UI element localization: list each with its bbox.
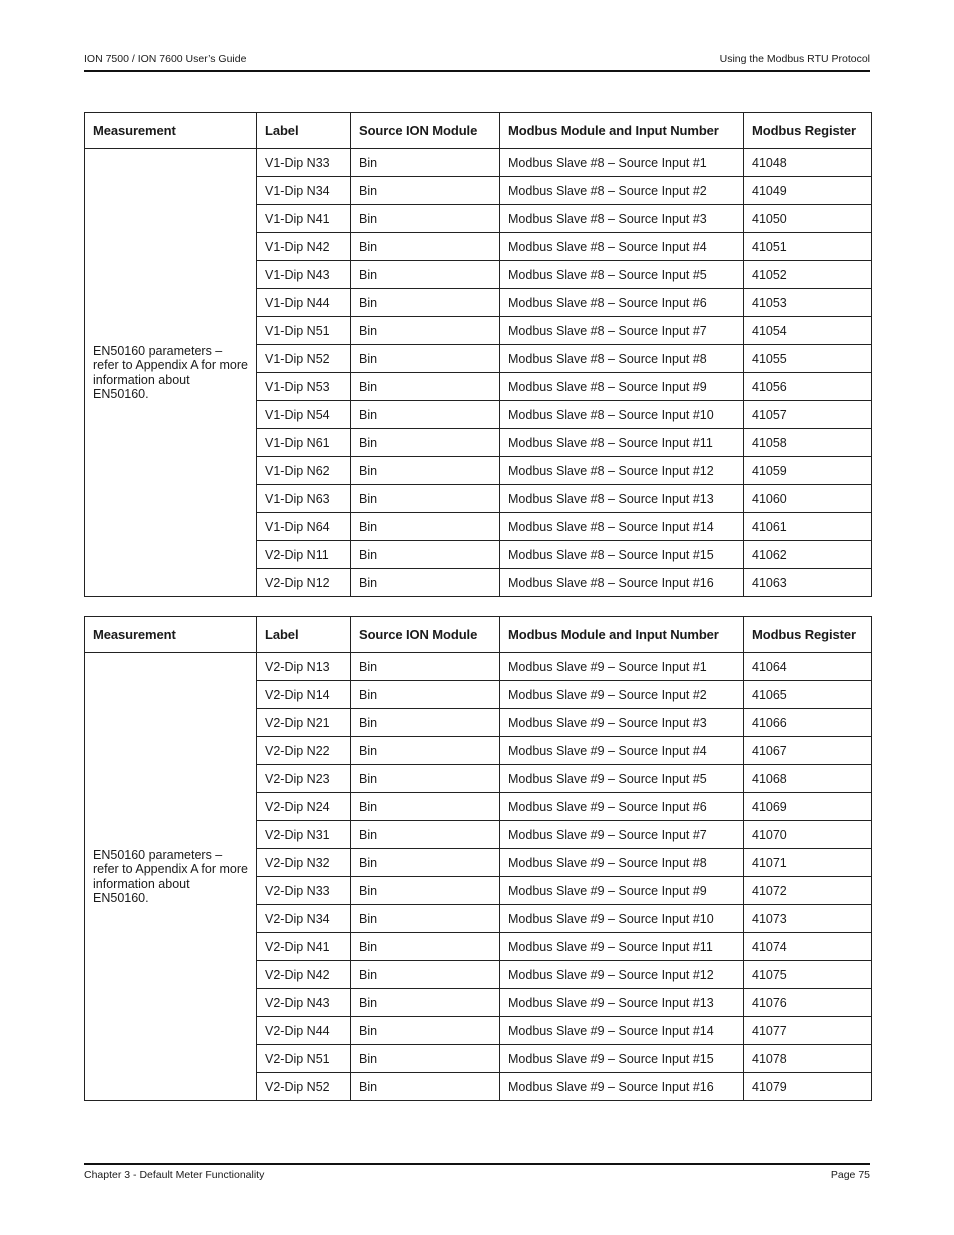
footer-page-number: Page 75 xyxy=(830,1169,870,1181)
register-cell: 41060 xyxy=(744,485,872,513)
register-cell: 41061 xyxy=(744,513,872,541)
source-module-cell: Bin xyxy=(351,177,500,205)
modbus-input-cell: Modbus Slave #8 – Source Input #12 xyxy=(500,457,744,485)
column-header-modbus-module-input: Modbus Module and Input Number xyxy=(500,617,744,653)
source-module-cell: Bin xyxy=(351,709,500,737)
label-cell: V2-Dip N34 xyxy=(257,905,351,933)
register-cell: 41055 xyxy=(744,345,872,373)
source-module-cell: Bin xyxy=(351,737,500,765)
source-module-cell: Bin xyxy=(351,1045,500,1073)
register-cell: 41069 xyxy=(744,793,872,821)
label-cell: V1-Dip N63 xyxy=(257,485,351,513)
label-cell: V1-Dip N61 xyxy=(257,429,351,457)
register-cell: 41076 xyxy=(744,989,872,1017)
modbus-input-cell: Modbus Slave #8 – Source Input #11 xyxy=(500,429,744,457)
modbus-input-cell: Modbus Slave #8 – Source Input #3 xyxy=(500,205,744,233)
modbus-input-cell: Modbus Slave #9 – Source Input #3 xyxy=(500,709,744,737)
register-cell: 41072 xyxy=(744,877,872,905)
register-cell: 41052 xyxy=(744,261,872,289)
source-module-cell: Bin xyxy=(351,569,500,597)
source-module-cell: Bin xyxy=(351,345,500,373)
label-cell: V1-Dip N54 xyxy=(257,401,351,429)
label-cell: V2-Dip N22 xyxy=(257,737,351,765)
source-module-cell: Bin xyxy=(351,373,500,401)
measurement-cell: EN50160 parameters – refer to Appendix A for more information about EN50160. xyxy=(85,149,257,597)
source-module-cell: Bin xyxy=(351,317,500,345)
source-module-cell: Bin xyxy=(351,261,500,289)
register-cell: 41048 xyxy=(744,149,872,177)
label-cell: V1-Dip N64 xyxy=(257,513,351,541)
column-header-source-ion-module: Source ION Module xyxy=(351,113,500,149)
modbus-input-cell: Modbus Slave #9 – Source Input #10 xyxy=(500,905,744,933)
source-module-cell: Bin xyxy=(351,289,500,317)
register-cell: 41050 xyxy=(744,205,872,233)
modbus-input-cell: Modbus Slave #9 – Source Input #14 xyxy=(500,1017,744,1045)
column-header-modbus-module-input: Modbus Module and Input Number xyxy=(500,113,744,149)
modbus-input-cell: Modbus Slave #9 – Source Input #8 xyxy=(500,849,744,877)
register-cell: 41074 xyxy=(744,933,872,961)
label-cell: V1-Dip N43 xyxy=(257,261,351,289)
source-module-cell: Bin xyxy=(351,821,500,849)
modbus-input-cell: Modbus Slave #8 – Source Input #13 xyxy=(500,485,744,513)
column-header-source-ion-module: Source ION Module xyxy=(351,617,500,653)
register-cell: 41065 xyxy=(744,681,872,709)
source-module-cell: Bin xyxy=(351,149,500,177)
modbus-input-cell: Modbus Slave #8 – Source Input #15 xyxy=(500,541,744,569)
register-cell: 41058 xyxy=(744,429,872,457)
source-module-cell: Bin xyxy=(351,513,500,541)
register-cell: 41051 xyxy=(744,233,872,261)
modbus-input-cell: Modbus Slave #9 – Source Input #11 xyxy=(500,933,744,961)
label-cell: V1-Dip N44 xyxy=(257,289,351,317)
source-module-cell: Bin xyxy=(351,401,500,429)
column-header-modbus-register: Modbus Register xyxy=(744,617,872,653)
source-module-cell: Bin xyxy=(351,765,500,793)
modbus-register-table-1 xyxy=(84,112,872,597)
modbus-input-cell: Modbus Slave #8 – Source Input #9 xyxy=(500,373,744,401)
modbus-input-cell: Modbus Slave #9 – Source Input #7 xyxy=(500,821,744,849)
modbus-register-table-2 xyxy=(84,616,872,1101)
modbus-input-cell: Modbus Slave #9 – Source Input #16 xyxy=(500,1073,744,1101)
modbus-input-cell: Modbus Slave #8 – Source Input #6 xyxy=(500,289,744,317)
label-cell: V1-Dip N41 xyxy=(257,205,351,233)
source-module-cell: Bin xyxy=(351,457,500,485)
source-module-cell: Bin xyxy=(351,681,500,709)
modbus-input-cell: Modbus Slave #8 – Source Input #8 xyxy=(500,345,744,373)
page-header xyxy=(84,52,870,72)
modbus-input-cell: Modbus Slave #9 – Source Input #13 xyxy=(500,989,744,1017)
header-section-title: Using the Modbus RTU Protocol xyxy=(719,53,870,65)
register-cell: 41067 xyxy=(744,737,872,765)
register-cell: 41077 xyxy=(744,1017,872,1045)
label-cell: V1-Dip N34 xyxy=(257,177,351,205)
table-row xyxy=(85,653,872,681)
modbus-input-cell: Modbus Slave #8 – Source Input #5 xyxy=(500,261,744,289)
register-cell: 41059 xyxy=(744,457,872,485)
register-cell: 41068 xyxy=(744,765,872,793)
source-module-cell: Bin xyxy=(351,1017,500,1045)
source-module-cell: Bin xyxy=(351,429,500,457)
label-cell: V2-Dip N13 xyxy=(257,653,351,681)
label-cell: V1-Dip N52 xyxy=(257,345,351,373)
label-cell: V2-Dip N44 xyxy=(257,1017,351,1045)
table-body xyxy=(85,653,872,1101)
modbus-input-cell: Modbus Slave #9 – Source Input #1 xyxy=(500,653,744,681)
source-module-cell: Bin xyxy=(351,233,500,261)
register-cell: 41070 xyxy=(744,821,872,849)
modbus-input-cell: Modbus Slave #8 – Source Input #7 xyxy=(500,317,744,345)
modbus-input-cell: Modbus Slave #9 – Source Input #6 xyxy=(500,793,744,821)
label-cell: V2-Dip N24 xyxy=(257,793,351,821)
register-cell: 41073 xyxy=(744,905,872,933)
source-module-cell: Bin xyxy=(351,205,500,233)
register-cell: 41053 xyxy=(744,289,872,317)
modbus-input-cell: Modbus Slave #9 – Source Input #5 xyxy=(500,765,744,793)
register-cell: 41079 xyxy=(744,1073,872,1101)
label-cell: V2-Dip N42 xyxy=(257,961,351,989)
source-module-cell: Bin xyxy=(351,877,500,905)
source-module-cell: Bin xyxy=(351,989,500,1017)
register-cell: 41071 xyxy=(744,849,872,877)
register-cell: 41062 xyxy=(744,541,872,569)
measurement-cell: EN50160 parameters – refer to Appendix A for more information about EN50160. xyxy=(85,653,257,1101)
source-module-cell: Bin xyxy=(351,1073,500,1101)
modbus-input-cell: Modbus Slave #8 – Source Input #2 xyxy=(500,177,744,205)
source-module-cell: Bin xyxy=(351,485,500,513)
label-cell: V1-Dip N62 xyxy=(257,457,351,485)
footer-chapter-title: Chapter 3 - Default Meter Functionality xyxy=(84,1169,265,1181)
label-cell: V2-Dip N21 xyxy=(257,709,351,737)
register-cell: 41066 xyxy=(744,709,872,737)
label-cell: V1-Dip N51 xyxy=(257,317,351,345)
register-cell: 41078 xyxy=(744,1045,872,1073)
register-cell: 41056 xyxy=(744,373,872,401)
modbus-input-cell: Modbus Slave #8 – Source Input #10 xyxy=(500,401,744,429)
label-cell: V2-Dip N31 xyxy=(257,821,351,849)
modbus-input-cell: Modbus Slave #9 – Source Input #2 xyxy=(500,681,744,709)
register-cell: 41064 xyxy=(744,653,872,681)
label-cell: V2-Dip N41 xyxy=(257,933,351,961)
source-module-cell: Bin xyxy=(351,905,500,933)
modbus-input-cell: Modbus Slave #9 – Source Input #4 xyxy=(500,737,744,765)
source-module-cell: Bin xyxy=(351,849,500,877)
label-cell: V1-Dip N53 xyxy=(257,373,351,401)
modbus-input-cell: Modbus Slave #9 – Source Input #9 xyxy=(500,877,744,905)
source-module-cell: Bin xyxy=(351,541,500,569)
table-body xyxy=(85,149,872,597)
label-cell: V1-Dip N33 xyxy=(257,149,351,177)
label-cell: V1-Dip N42 xyxy=(257,233,351,261)
label-cell: V2-Dip N11 xyxy=(257,541,351,569)
register-cell: 41049 xyxy=(744,177,872,205)
column-header-measurement: Measurement xyxy=(85,113,257,149)
column-header-label: Label xyxy=(257,113,351,149)
source-module-cell: Bin xyxy=(351,653,500,681)
modbus-input-cell: Modbus Slave #9 – Source Input #12 xyxy=(500,961,744,989)
modbus-input-cell: Modbus Slave #8 – Source Input #14 xyxy=(500,513,744,541)
label-cell: V2-Dip N43 xyxy=(257,989,351,1017)
header-doc-title: ION 7500 / ION 7600 User’s Guide xyxy=(84,53,247,65)
label-cell: V2-Dip N52 xyxy=(257,1073,351,1101)
source-module-cell: Bin xyxy=(351,961,500,989)
column-header-label: Label xyxy=(257,617,351,653)
register-cell: 41057 xyxy=(744,401,872,429)
label-cell: V2-Dip N23 xyxy=(257,765,351,793)
source-module-cell: Bin xyxy=(351,793,500,821)
modbus-input-cell: Modbus Slave #8 – Source Input #1 xyxy=(500,149,744,177)
register-cell: 41054 xyxy=(744,317,872,345)
label-cell: V2-Dip N51 xyxy=(257,1045,351,1073)
label-cell: V2-Dip N12 xyxy=(257,569,351,597)
source-module-cell: Bin xyxy=(351,933,500,961)
table-header-row xyxy=(85,113,872,149)
column-header-modbus-register: Modbus Register xyxy=(744,113,872,149)
register-cell: 41075 xyxy=(744,961,872,989)
table-row xyxy=(85,149,872,177)
page-footer xyxy=(84,1163,870,1183)
register-cell: 41063 xyxy=(744,569,872,597)
label-cell: V2-Dip N33 xyxy=(257,877,351,905)
table-header-row xyxy=(85,617,872,653)
modbus-input-cell: Modbus Slave #9 – Source Input #15 xyxy=(500,1045,744,1073)
column-header-measurement: Measurement xyxy=(85,617,257,653)
label-cell: V2-Dip N32 xyxy=(257,849,351,877)
label-cell: V2-Dip N14 xyxy=(257,681,351,709)
modbus-input-cell: Modbus Slave #8 – Source Input #4 xyxy=(500,233,744,261)
modbus-input-cell: Modbus Slave #8 – Source Input #16 xyxy=(500,569,744,597)
